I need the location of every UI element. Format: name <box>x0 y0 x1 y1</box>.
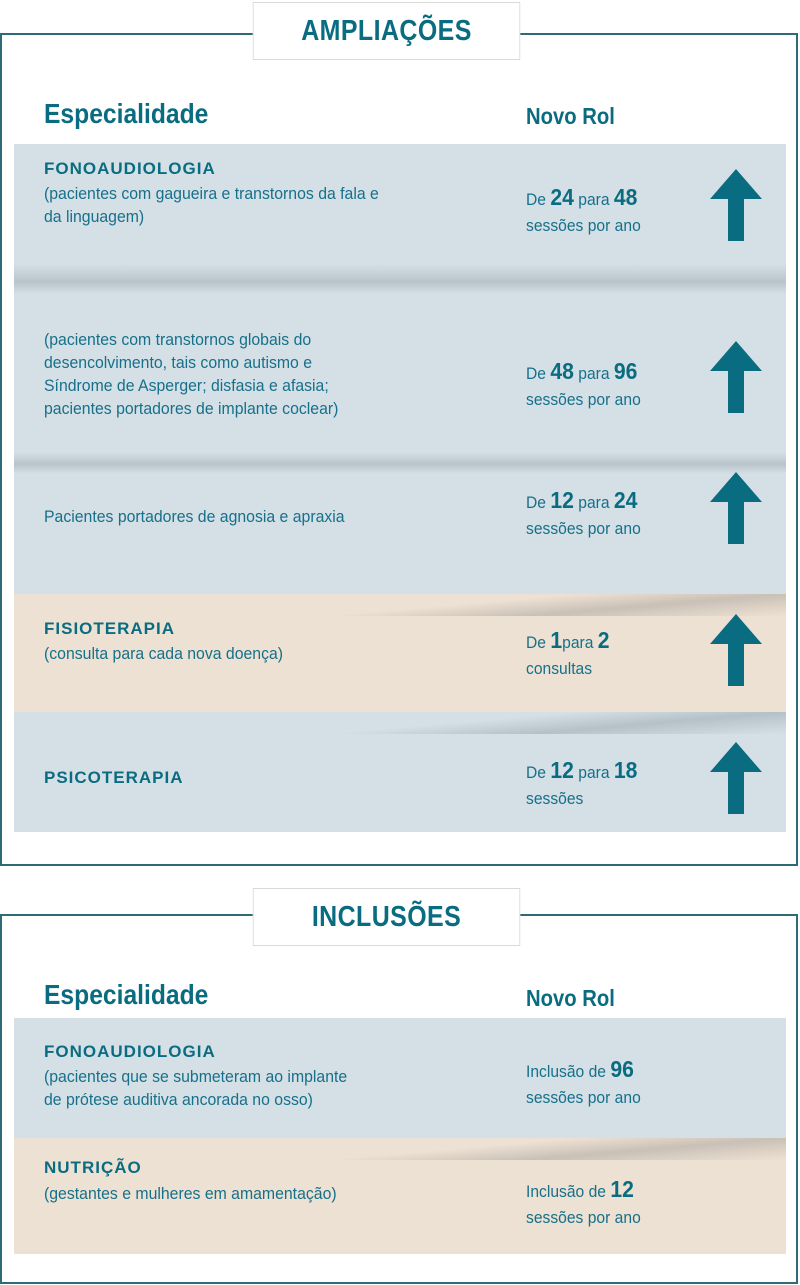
specialty-description <box>44 1182 337 1205</box>
description-line: pacientes portadores de implante coclear) <box>44 399 339 418</box>
specialty-title: NUTRIÇÃO <box>44 1158 142 1177</box>
ampliacao-row-fonoaudiologia-3 <box>14 464 786 594</box>
inclusoes-heading: INCLUSÕES <box>253 888 520 946</box>
novo-rol-value <box>526 1056 641 1111</box>
value-line: De 1para 2 <box>526 627 610 653</box>
novo-rol-value <box>526 1176 641 1231</box>
specialty-description <box>44 1065 347 1111</box>
row-divider-shadow <box>14 452 786 474</box>
value-unit: consultas <box>526 659 593 678</box>
value-unit: sessões <box>526 789 584 808</box>
novo-rol-value <box>526 757 637 812</box>
ampliacao-row-psicoterapia <box>14 712 786 832</box>
description-line: desencolvimento, tais como autismo e <box>44 353 313 372</box>
specialty-description <box>44 505 345 528</box>
value-line: Inclusão de 96 <box>526 1056 634 1082</box>
description-line: Síndrome de Asperger; disfasia e afasia; <box>44 376 329 395</box>
specialty-title: FONOAUDIOLOGIA <box>44 159 216 178</box>
description-line: da linguagem) <box>44 207 145 226</box>
column-header-novo-rol: Novo Rol <box>526 985 615 1011</box>
description-line: (consulta para cada nova doença) <box>44 644 284 663</box>
description-line: Pacientes portadores de agnosia e apraxia <box>44 507 345 526</box>
value-unit: sessões por ano <box>526 1088 641 1107</box>
column-header-novo-rol: Novo Rol <box>526 103 615 129</box>
row-divider-shadow <box>14 712 786 734</box>
ampliacao-row-fisioterapia <box>14 594 786 712</box>
inclusao-row-nutricao <box>14 1138 786 1254</box>
row-divider-shadow <box>14 1138 786 1160</box>
arrow-up-icon <box>710 341 762 413</box>
novo-rol-value <box>526 487 641 542</box>
description-line: (pacientes com transtornos globais do <box>44 330 312 349</box>
novo-rol-value <box>526 358 641 413</box>
ampliacao-row-fonoaudiologia-2 <box>14 294 786 464</box>
column-header-specialty: Especialidade <box>44 98 209 129</box>
arrow-up-icon <box>710 742 762 814</box>
row-divider-shadow <box>14 594 786 616</box>
specialty-description <box>44 642 283 665</box>
value-unit: sessões por ano <box>526 216 641 235</box>
column-header-specialty: Especialidade <box>44 979 209 1010</box>
description-line: (gestantes e mulheres em amamentação) <box>44 1184 337 1203</box>
arrow-up-icon <box>710 614 762 686</box>
specialty-title: FONOAUDIOLOGIA <box>44 1042 216 1061</box>
value-unit: sessões por ano <box>526 390 641 409</box>
value-line: De 12 para 18 <box>526 757 638 783</box>
arrow-up-icon <box>710 472 762 544</box>
description-line: de prótese auditiva ancorada no osso) <box>44 1090 313 1109</box>
description-line: (pacientes que se submeteram ao implante <box>44 1067 348 1086</box>
novo-rol-value <box>526 627 610 682</box>
value-line: De 24 para 48 <box>526 184 638 210</box>
value-unit: sessões por ano <box>526 519 641 538</box>
novo-rol-value <box>526 184 641 239</box>
specialty-description <box>44 182 379 228</box>
value-line: De 48 para 96 <box>526 358 638 384</box>
specialty-description <box>44 328 338 420</box>
specialty-title: PSICOTERAPIA <box>44 768 184 787</box>
inclusao-row-fonoaudiologia <box>14 1018 786 1138</box>
value-line: Inclusão de 12 <box>526 1176 634 1202</box>
arrow-up-icon <box>710 169 762 241</box>
value-line: De 12 para 24 <box>526 487 638 513</box>
row-divider-shadow <box>14 264 786 294</box>
value-unit: sessões por ano <box>526 1208 641 1227</box>
ampliacoes-heading: AMPLIAÇÕES <box>253 2 520 60</box>
specialty-title: FISIOTERAPIA <box>44 619 176 638</box>
description-line: (pacientes com gagueira e transtornos da fala e <box>44 184 379 203</box>
